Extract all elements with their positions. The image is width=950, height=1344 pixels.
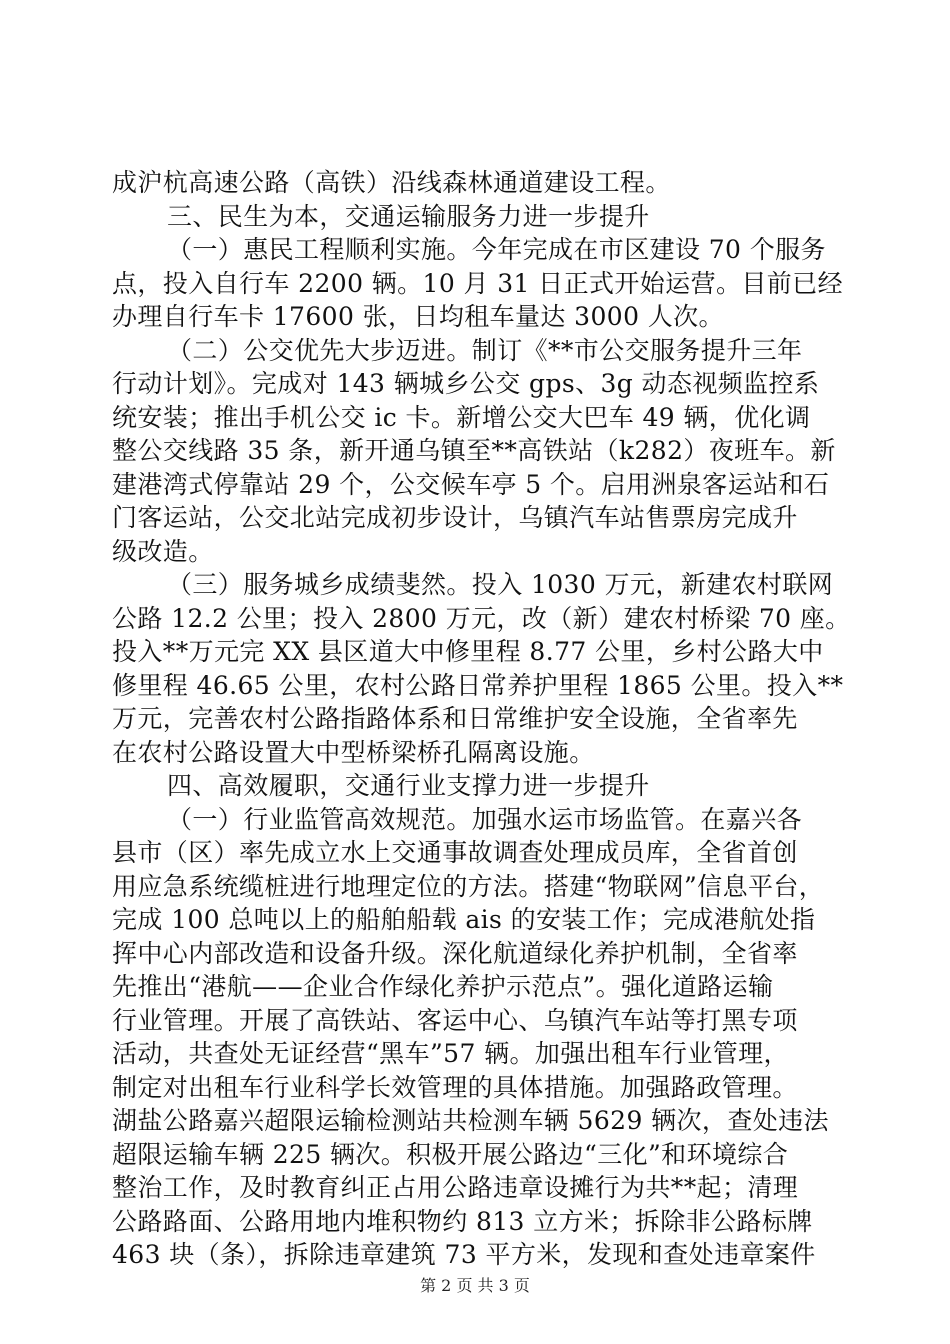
text-line: （三）服务城乡成绩斐然。投入 1030 万元，新建农村联网 (167, 570, 834, 599)
text-line: 修里程 46.65 公里，农村公路日常养护里程 1865 公里。投入** (112, 670, 844, 700)
text-line: 挥中心内部改造和设备升级。深化航道绿化养护机制，全省率 (112, 938, 798, 968)
text-line: 统安装；推出手机公交 ic 卡。新增公交大巴车 49 辆，优化调 (112, 402, 811, 432)
text-line: 点，投入自行车 2200 辆。10 月 31 日正式开始运营。目前已经 (112, 268, 843, 298)
text-line: 463 块（条），拆除违章建筑 73 平方米，发现和查处违章案件 (112, 1240, 816, 1269)
text-line: 行动计划》。完成对 143 辆城乡公交 gps、3g 动态视频监控系 (112, 369, 820, 398)
text-line: 级改造。 (112, 536, 214, 566)
text-line: （一）行业监管高效规范。加强水运市场监管。在嘉兴各 (167, 804, 803, 834)
text-line: 在农村公路设置大中型桥梁桥孔隔离设施。 (112, 737, 595, 767)
text-line: 成沪杭高速公路（高铁）沿线森林通道建设工程。 (112, 168, 671, 197)
text-line: 整公交线路 35 条，新开通乌镇至**高铁站（k282）夜班车。新 (112, 436, 836, 465)
page-footer: 第 2 页 共 3 页 (420, 1276, 530, 1295)
text-line: （一）惠民工程顺利实施。今年完成在市区建设 70 个服务 (167, 235, 826, 264)
text-line: 门客运站，公交北站完成初步设计，乌镇汽车站售票房完成升 (112, 503, 798, 532)
text-line: 县市（区）率先成立水上交通事故调查处理成员库，全省首创 (112, 838, 798, 867)
text-line: 完成 100 总吨以上的船舶船载 ais 的安装工作；完成港航处指 (112, 905, 816, 934)
text-line: 整治工作，及时教育纠正占用公路违章设摊行为共**起；清理 (112, 1173, 799, 1202)
text-line: （二）公交优先大步迈进。制订《**市公交服务提升三年 (167, 335, 803, 365)
text-line: 先推出“港航——企业合作绿化养护示范点”。强化道路运输 (112, 972, 774, 1001)
text-line: 活动，共查处无证经营“黑车”57 辆。加强出租车行业管理， (112, 1039, 789, 1068)
text-line: 公路路面、公路用地内堆积物约 813 立方米；拆除非公路标牌 (112, 1206, 813, 1236)
text-line: 行业管理。开展了高铁站、客运中心、乌镇汽车站等打黑专项 (112, 1005, 798, 1035)
text-line: 公路 12.2 公里；投入 2800 万元，改（新）建农村桥梁 70 座。 (112, 603, 851, 633)
text-line: 超限运输车辆 225 辆次。积极开展公路边“三化”和环境综合 (112, 1139, 789, 1169)
text-line: 湖盐公路嘉兴超限运输检测站共检测车辆 5629 辆次，查处违法 (112, 1106, 829, 1135)
text-line: 建港湾式停靠站 29 个，公交候车亭 5 个。启用洲泉客运站和石 (112, 469, 830, 499)
text-line: 办理自行车卡 17600 张，日均租车量达 3000 人次。 (112, 302, 724, 331)
text-line: 制定对出租车行业科学长效管理的具体措施。加强路政管理。 (112, 1072, 798, 1102)
text-line: 用应急系统缆桩进行地理定位的方法。搭建“物联网”信息平台， (112, 871, 825, 901)
text-line: 四、高效履职，交通行业支撑力进一步提升 (167, 771, 650, 800)
text-line: 三、民生为本，交通运输服务力进一步提升 (167, 201, 650, 231)
document-body (112, 166, 851, 1272)
text-line: 万元，完善农村公路指路体系和日常维护安全设施，全省率先 (112, 704, 798, 733)
text-line: 投入**万元完 XX 县区道大中修里程 8.77 公里，乡村公路大中 (112, 637, 824, 666)
